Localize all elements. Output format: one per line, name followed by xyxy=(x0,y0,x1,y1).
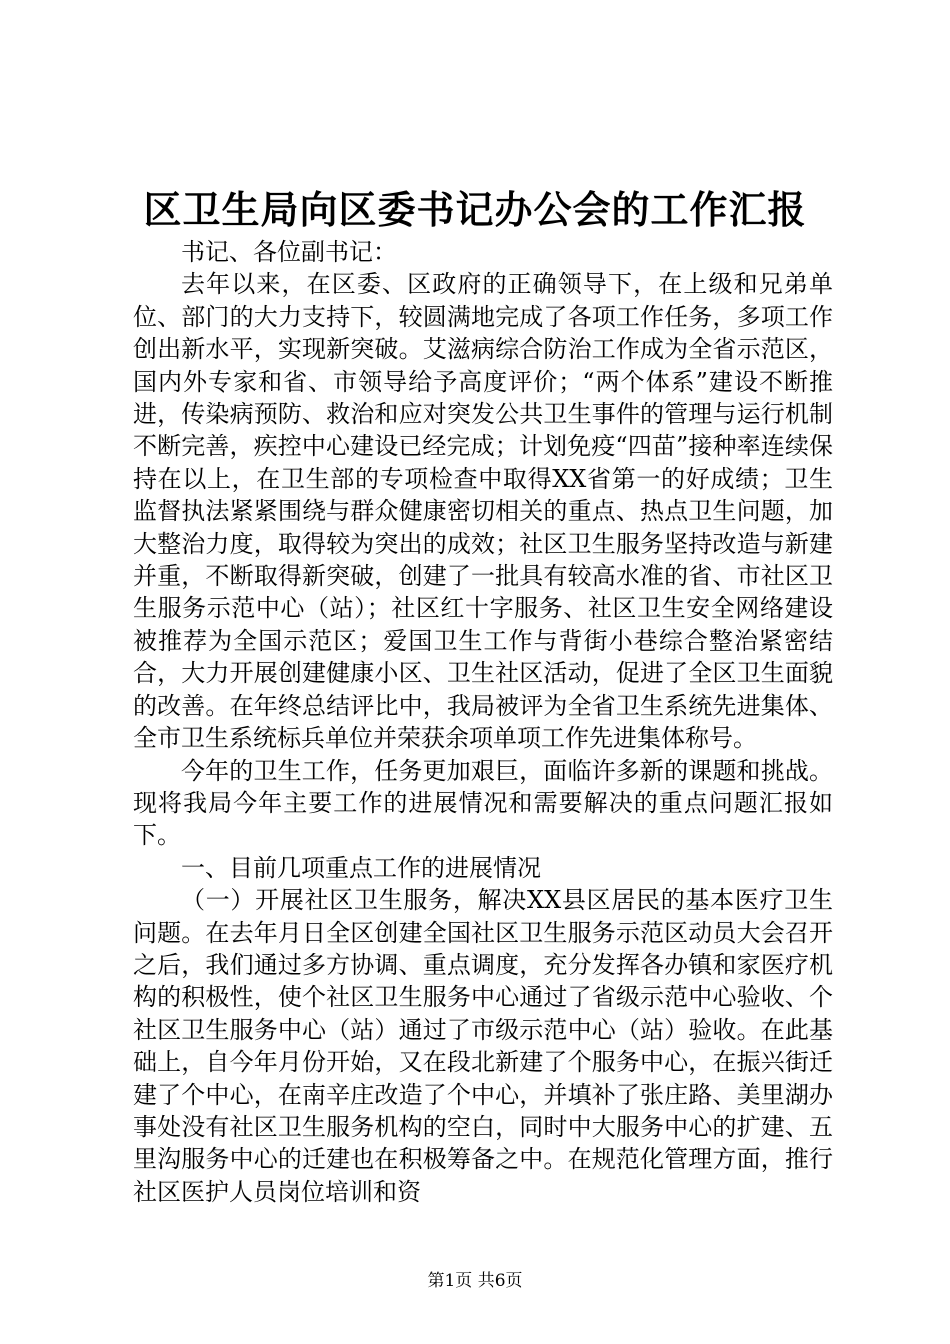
section-heading: 一、目前几项重点工作的进展情况 xyxy=(181,853,541,882)
page-number-footer: 第1页 共6页 xyxy=(427,1271,523,1291)
salutation-paragraph: 书记、各位副书记： xyxy=(181,238,397,266)
body-paragraph: 去年以来，在区委、区政府的正确领导下，在上级和兄弟单位、部门的大力支持下，较圆满地完成了各项工作任务，多项工作创出新水平，实现新突破。艾滋病综合防治工作成为全省示范区，国内外专家和省、市领导给予高度评价；“两个体系”建设不断推进，传染病预防、救治和应对突发公共卫生事件的管理与运行机制不断完善，疾控中心建设已经完成；计划免疫“四苗”接种率连续保持在以上，在卫生部的专项检查中取得XX省第一的好成绩；卫生监督执法紧紧围绕与群众健康密切相关的重点、热点卫生问题，加大整治力度，取得较为突出的成效；社区卫生服务坚持改造与新建并重，不断取得新突破，创建了一批具有较高水准的省、市社区卫生服务示范中心（站）；社区红十字服务、社区卫生安全网络建设被推荐为全国示范区；爱国卫生工作与背街小巷综合整治紧密结合，大力开展创建健康小区、卫生社区活动，促进了全区卫生面貌的改善。在年终总结评比中，我局被评为全省卫生系统先进集体、全市卫生系统标兵单位并荣获余项单项工作先进集体称号。 xyxy=(133,270,833,753)
document-title: 区卫生局向区委书记办公会的工作汇报 xyxy=(143,187,807,232)
document-body xyxy=(133,236,833,1208)
body-paragraph: 今年的卫生工作，任务更加艰巨，面临许多新的课题和挑战。现将我局今年主要工作的进展情况和需要解决的重点问题汇报如下。 xyxy=(133,756,833,850)
body-paragraph: （一）开展社区卫生服务，解决XX县区居民的基本医疗卫生问题。在去年月日全区创建全国社区卫生服务示范区动员大会召开之后，我们通过多方协调、重点调度，充分发挥各办镇和家医疗机构的积极性，使个社区卫生服务中心通过了省级示范中心验收、个社区卫生服务中心（站）通过了市级示范中心（站）验收。在此基础上，自今年月份开始，又在段北新建了个服务中心，在振兴街迁建了个中心，在南辛庄改造了个中心，并填补了张庄路、美里湖办事处没有社区卫生服务机构的空白，同时中大服务中心的扩建、五里沟服务中心的迁建也在积极筹备之中。在规范化管理方面，推行社区医护人员岗位培训和资 xyxy=(133,886,833,1206)
